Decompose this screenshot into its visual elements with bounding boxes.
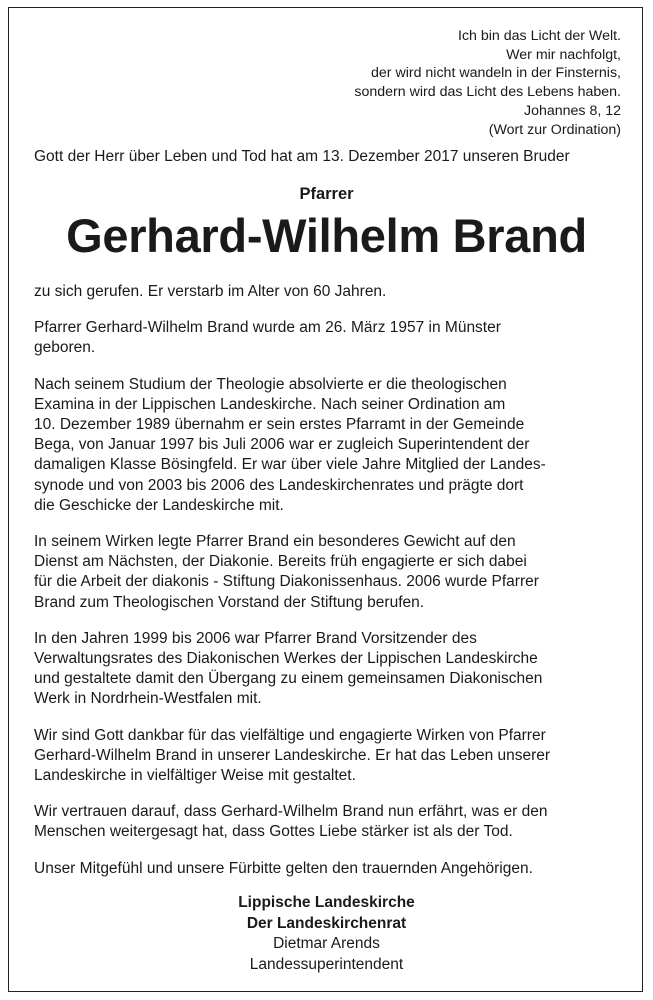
text-line: In den Jahren 1999 bis 2006 war Pfarrer Brand Vorsitzender des xyxy=(34,629,477,647)
signature-person: Dietmar Arends xyxy=(273,935,380,952)
text-line: In seinem Wirken legte Pfarrer Brand ein besonderes Gewicht auf den xyxy=(34,533,516,551)
verse-line: Wer mir nachfolgt, xyxy=(506,46,621,63)
text-line: Wir vertrauen darauf, dass Gerhard-Wilhelm Brand nun erfährt, was er den xyxy=(34,803,548,821)
text-line: 10. Dezember 1989 übernahm er sein erstes Pfarramt in der Gemeinde xyxy=(34,416,525,434)
text-line: synode und von 2003 bis 2006 des Landeskirchenrates und prägte dort xyxy=(34,476,524,494)
text-line: und gestaltete damit den Übergang zu einem gemeinsamen Diakonischen xyxy=(34,670,543,688)
text-line: Pfarrer Gerhard-Wilhelm Brand wurde am 26. März 1957 in Münster xyxy=(34,319,501,337)
text-line: Menschen weitergesagt hat, dass Gottes Liebe stärker ist als der Tod. xyxy=(34,823,513,841)
paragraph xyxy=(34,629,624,710)
paragraph xyxy=(34,532,624,613)
text-line: Examina in der Lippischen Landeskirche. Nach seiner Ordination am xyxy=(34,395,506,413)
signature-body: Der Landeskirchenrat xyxy=(246,914,407,932)
text-line: Landeskirche in vielfältiger Weise mit gestaltet. xyxy=(34,767,356,785)
text-line: Gerhard-Wilhelm Brand in unserer Landeskirche. Er hat das Leben unserer xyxy=(34,746,551,764)
text-line: Nach seinem Studium der Theologie absolvierte er die theologischen xyxy=(34,375,507,393)
verse-reference: Johannes 8, 12 xyxy=(523,102,621,119)
paragraph xyxy=(34,318,624,358)
text-line: Werk in Nordrhein-Westfalen mit. xyxy=(34,690,262,708)
text-line: Dienst am Nächsten, der Diakonie. Bereits früh engagierte er sich dabei xyxy=(34,553,527,571)
paragraph xyxy=(34,375,624,516)
paragraph xyxy=(34,802,624,842)
text-line: für die Arbeit der diakonis - Stiftung Diakonissenhaus. 2006 wurde Pfarrer xyxy=(34,573,539,591)
text-line: Bega, von Januar 1997 bis Juli 2006 war er zugleich Superintendent der xyxy=(34,436,530,454)
deceased-name: Gerhard-Wilhelm Brand xyxy=(66,209,587,262)
paragraph xyxy=(34,859,624,879)
text-line: Wir sind Gott dankbar für das vielfältige und engagierte Wirken von Pfarrer xyxy=(34,726,546,744)
obituary-text xyxy=(34,282,624,879)
bible-verse xyxy=(354,27,621,139)
paragraph xyxy=(34,282,624,302)
signature-block xyxy=(0,893,653,975)
text-line: die Geschicke der Landeskirche mit. xyxy=(34,496,284,514)
verse-line: der wird nicht wandeln in der Finsternis, xyxy=(371,65,621,82)
intro-sentence: Gott der Herr über Leben und Tod hat am 13. Dezember 2017 unseren Bruder xyxy=(34,148,570,165)
verse-context: (Wort zur Ordination) xyxy=(488,121,621,138)
text-line: damaligen Klasse Bösingfeld. Er war über viele Jahre Mitglied der Landes- xyxy=(34,456,546,474)
signature-title: Landessuperintendent xyxy=(249,955,404,973)
text-line: Unser Mitgefühl und unsere Fürbitte gelten den trauernden Angehörigen. xyxy=(34,859,533,877)
text-line: Brand zum Theologischen Vorstand der Stiftung berufen. xyxy=(34,593,425,611)
text-line: geboren. xyxy=(34,339,96,357)
verse-line: Ich bin das Licht der Welt. xyxy=(458,28,621,44)
signature-organization: Lippische Landeskirche xyxy=(238,894,415,911)
verse-line: sondern wird das Licht des Lebens haben. xyxy=(354,84,621,101)
paragraph xyxy=(34,726,624,787)
text-line: Verwaltungsrates des Diakonischen Werkes der Lippischen Landeskirche xyxy=(34,650,538,668)
text-line: zu sich gerufen. Er verstarb im Alter von 60 Jahren. xyxy=(34,283,387,300)
deceased-rank: Pfarrer xyxy=(299,185,354,203)
